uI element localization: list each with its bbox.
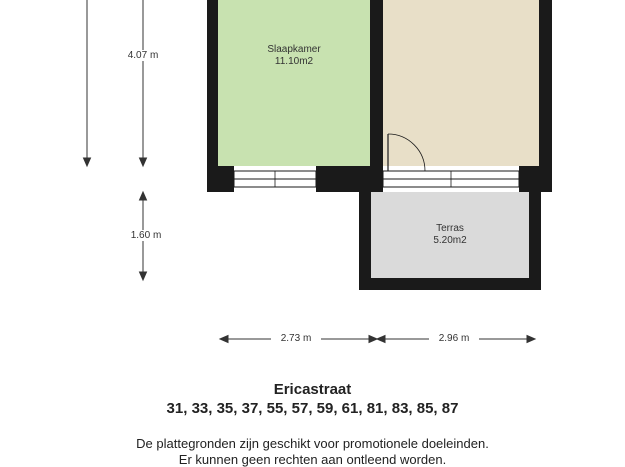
window-living (383, 171, 519, 187)
disclaimer-line-1: De plattegronden zijn geschikt voor promotionele doeleinden. (136, 436, 489, 451)
dimension-height-upper: 4.07 m (118, 50, 168, 61)
bedroom-floor (218, 0, 370, 166)
terrace-label (371, 223, 529, 247)
terrace-area: 5.20m2 (433, 235, 467, 246)
window-bedroom (234, 171, 316, 187)
living-floor (383, 0, 539, 166)
street-name: Ericastraat (273, 381, 352, 398)
house-numbers: 31, 33, 35, 37, 55, 57, 59, 61, 81, 83, 85, 87 (166, 400, 459, 417)
dimension-width-left: 2.73 m (271, 333, 321, 344)
terrace-name: Terras (436, 223, 464, 234)
bedroom-area: 11.10m2 (274, 56, 314, 67)
bedroom-name: Slaapkamer (267, 44, 321, 55)
horizontal-dimensions (220, 336, 535, 343)
disclaimer-line-2: Er kunnen geen rechten aan ontleend worden. (178, 452, 447, 467)
dimension-height-lower: 1.60 m (121, 230, 171, 241)
bedroom-label (218, 44, 370, 68)
dimension-width-right: 2.96 m (429, 333, 479, 344)
